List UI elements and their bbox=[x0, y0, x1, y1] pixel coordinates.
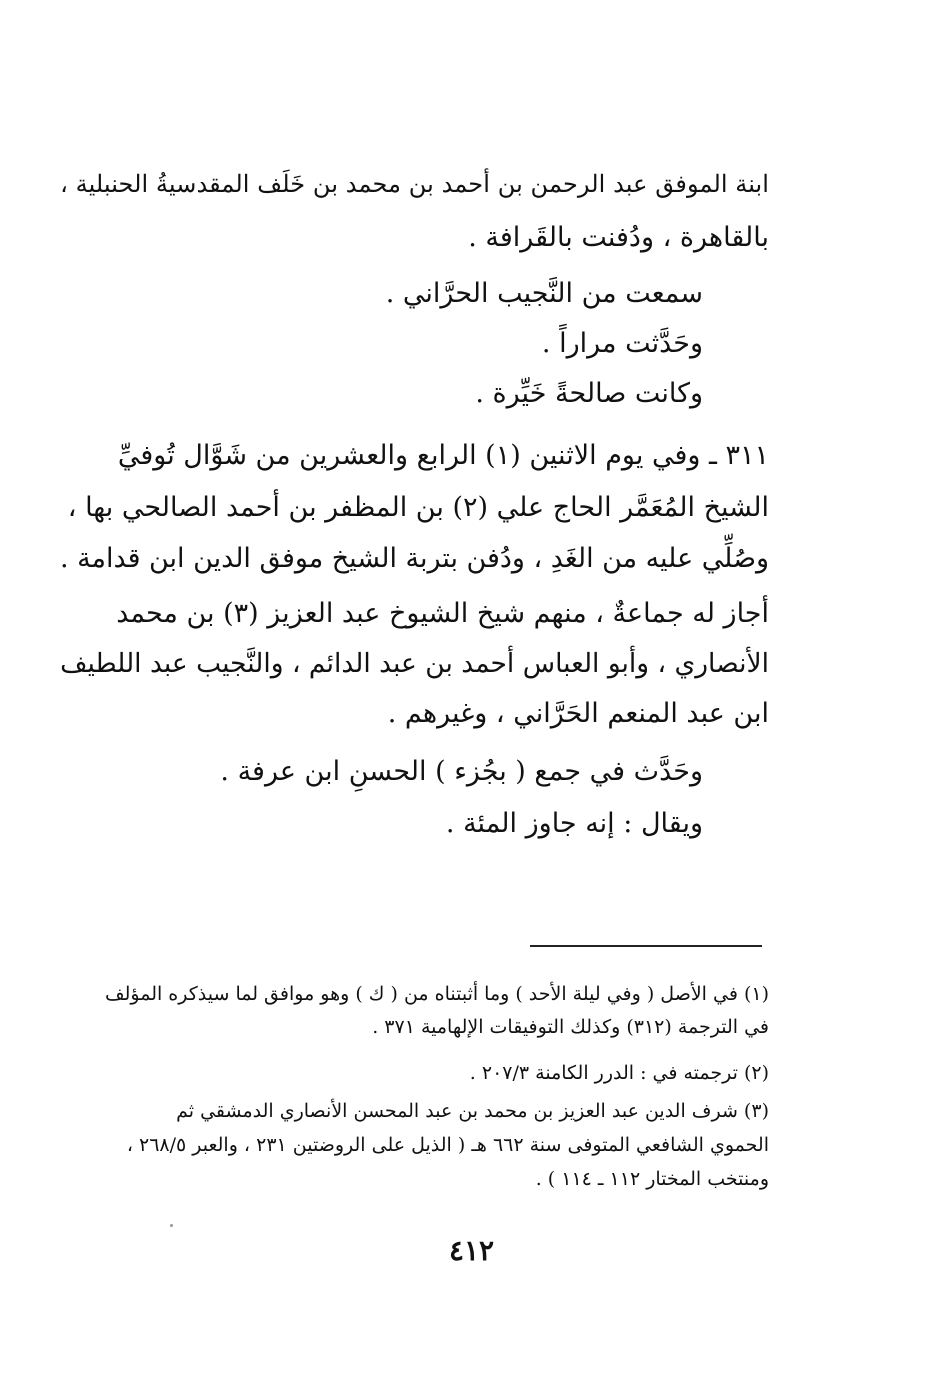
footnote-1-line-1: (١) في الأصل ( وفي ليلة الأحد ) وما أثبتناه من ( ك ) وهو موافق لما سيذكره المؤلف bbox=[104, 983, 769, 1005]
entry-310-note-3: وكانت صالحةً خَيِّرة . bbox=[475, 378, 703, 409]
entry-310-note-2: وحَدَّثت مراراً . bbox=[541, 328, 703, 359]
footnote-separator bbox=[530, 945, 762, 947]
entry-310-line-1: ابنة الموفق عبد الرحمن بن أحمد بن محمد بن خَلَف المقدسيةُ الحنبلية ، bbox=[60, 170, 769, 198]
entry-311-line-3: وصُلِّي عليه من الغَدِ ، ودُفن بتربة الشيخ موفق الدين ابن قدامة . bbox=[59, 543, 769, 574]
entry-311-note-1: وحَدَّث في جمع ( بجُزء ) الحسنِ ابن عرفة . bbox=[220, 756, 703, 787]
footnote-3-line-2: الحموي الشافعي المتوفى سنة ٦٦٢ هـ ( الذيل على الروضتين ٢٣١ ، والعبر ٢٦٨/٥ ، bbox=[126, 1134, 769, 1156]
entry-310-note-1: سمعت من النَّجيب الحرَّاني . bbox=[385, 278, 703, 309]
footnote-2: (٢) ترجمته في : الدرر الكامنة ٢٠٧/٣ . bbox=[469, 1062, 769, 1084]
entry-311-line-1: ٣١١ ـ وفي يوم الاثنين (١) الرابع والعشرين من شَوَّال تُوفيِّ bbox=[117, 440, 769, 471]
page-number: ٤١٢ bbox=[448, 1234, 495, 1267]
scan-speck bbox=[170, 1224, 173, 1227]
footnote-3-line-1: (٣) شرف الدين عبد العزيز بن محمد بن عبد المحسن الأنصاري الدمشقي ثم bbox=[176, 1100, 769, 1122]
entry-311-ijaza-line-1: أجاز له جماعةٌ ، منهم شيخ الشيوخ عبد العزيز (٣) بن محمد bbox=[116, 598, 769, 629]
footnote-3-line-3: ومنتخب المختار ١١٢ ـ ١١٤ ) . bbox=[535, 1168, 769, 1190]
entry-310-line-2: بالقاهرة ، ودُفنت بالقَرافة . bbox=[468, 222, 769, 253]
entry-311-note-2: ويقال : إنه جاوز المئة . bbox=[445, 808, 703, 839]
footnote-1-line-2: في الترجمة (٣١٢) وكذلك التوفيقات الإلهامية ٣٧١ . bbox=[372, 1016, 769, 1038]
entry-311-ijaza-line-3: ابن عبد المنعم الحَرَّاني ، وغيرهم . bbox=[387, 698, 769, 729]
entry-311-line-2: الشيخ المُعَمَّر الحاج علي (٢) بن المظفر بن أحمد الصالحي بها ، bbox=[67, 492, 769, 523]
entry-311-ijaza-line-2: الأنصاري ، وأبو العباس أحمد بن عبد الدائم ، والنَّجيب عبد اللطيف bbox=[60, 648, 769, 679]
